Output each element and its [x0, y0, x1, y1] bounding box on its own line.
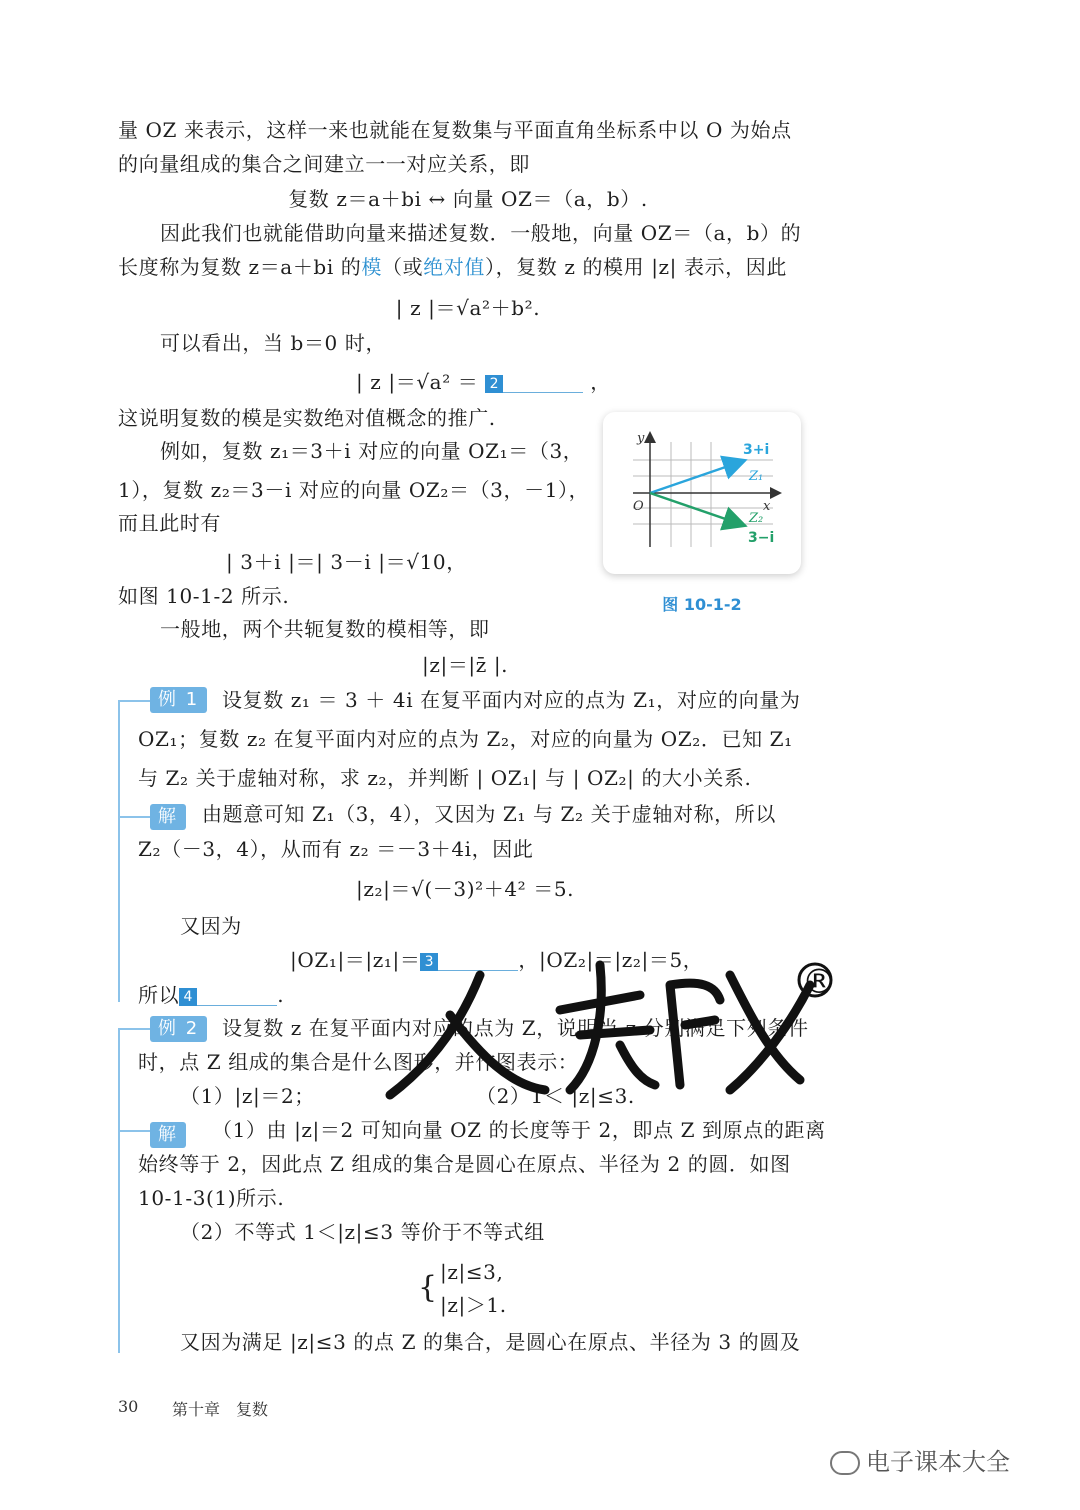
text-line: 而且此时有: [118, 511, 221, 535]
page-number: 30: [118, 1397, 139, 1416]
formula-line: 复数 z＝a＋bi ↔ 向量 OZ＝（a，b）.: [288, 187, 648, 211]
text-line: 例如，复数 z₁＝3＋i 对应的向量 OZ₁＝（3，: [160, 439, 584, 463]
text-line: （2）不等式 1＜|z|≤3 等价于不等式组: [180, 1220, 545, 1244]
text-segment: 所以: [138, 983, 180, 1007]
registered-mark: ®: [802, 962, 836, 1002]
z1-value-label: 3+i: [743, 442, 770, 458]
z1-point-label: Z₁: [749, 469, 764, 484]
text-segment: ），复数 z 的模用 |z| 表示，因此: [485, 255, 787, 279]
formula-text: | z |＝√a² ＝: [356, 370, 479, 394]
text-line: 时，点 Z 组成的集合是什么图形，并作图表示：: [138, 1050, 579, 1074]
z2-point-label: Z₂: [749, 511, 764, 526]
brand-name: 电子课本大全: [866, 1448, 1010, 1476]
blank-marker: 3: [420, 953, 438, 971]
brace: {: [418, 1270, 438, 1305]
example-bracket: [118, 1028, 152, 1030]
text-line: 一般地，两个共轭复数的模相等，即: [160, 617, 490, 641]
figure-complex-plane: [603, 412, 801, 574]
example-2-tag: 例 2: [150, 1016, 207, 1042]
text-line: 可以看出，当 b＝0 时，: [160, 331, 387, 355]
solution-2-tag: 解: [150, 1122, 186, 1148]
fill-blank[interactable]: [503, 372, 583, 393]
term-absolute-value: 绝对值: [423, 255, 485, 279]
text-segment: 长度称为复数 z＝a＋bi 的: [118, 255, 362, 279]
text-line: 10-1-3(1)所示.: [138, 1186, 285, 1210]
text-line: 1），复数 z₂＝3－i 对应的向量 OZ₂＝（3，－1），: [118, 478, 590, 502]
example-bracket: [118, 700, 152, 702]
formula-line: |z|＞1.: [440, 1293, 507, 1317]
text-line: 因此我们也就能借助向量来描述复数．一般地，向量 OZ＝（a，b）的: [160, 221, 802, 245]
text-line: 量 OZ 来表示，这样一来也就能在复数集与平面直角坐标系中以 O 为始点: [118, 118, 792, 142]
formula-text: ，|OZ₂|＝|z₂|＝5，: [518, 948, 704, 972]
text-line: 所以 4 .: [138, 983, 285, 1007]
brush-stroke: [670, 975, 810, 1090]
text-line: 与 Z₂ 关于虚轴对称，求 z₂，并判断 | OZ₁| 与 | OZ₂| 的大小关系.: [138, 766, 752, 790]
formula-line: |z₂|＝√(－3)²＋4² ＝5.: [356, 877, 575, 901]
solution-1-tag: 解: [150, 804, 186, 830]
figure-caption: 图 10-1-2: [662, 595, 742, 614]
fill-blank[interactable]: [197, 985, 277, 1006]
text-line: 又因为满足 |z|≤3 的点 Z 的集合，是圆心在原点、半径为 3 的圆及: [180, 1330, 801, 1354]
blank-marker: 2: [485, 375, 503, 393]
text-line: 这说明复数的模是实数绝对值概念的推广.: [118, 406, 496, 430]
origin-label: O: [633, 499, 644, 514]
blank-marker: 4: [179, 988, 197, 1006]
text-line: 设复数 z₁ ＝ 3 ＋ 4i 在复平面内对应的点为 Z₁，对应的向量为: [222, 688, 801, 712]
text-line: 设复数 z 在复平面内对应的点为 Z，说明当 z 分别满足下列条件: [222, 1016, 809, 1040]
text-line: OZ₁；复数 z₂ 在复平面内对应的点为 Z₂，对应的向量为 OZ₂．已知 Z₁: [138, 727, 793, 751]
y-label: y: [637, 431, 645, 446]
formula-line: |z|＝|z̄ |.: [422, 653, 509, 677]
vector-oz2: [650, 493, 743, 525]
text-line: 由题意可知 Z₁（3，4），又因为 Z₁ 与 Z₂ 关于虚轴对称，所以: [202, 802, 776, 826]
formula-line: |z|≤3,: [440, 1260, 504, 1284]
text-line: （1）|z|＝2；: [180, 1084, 315, 1108]
x-label: x: [763, 499, 771, 514]
example-bracket: [118, 1028, 120, 1353]
formula-line: | z |＝√a² ＝ 2 ，: [356, 370, 611, 394]
text-line: [118, 253, 787, 281]
brand-label: [830, 1442, 1010, 1477]
text-line: （2）1＜ |z|≤3.: [476, 1084, 635, 1108]
brush-stroke: [560, 965, 655, 1090]
watermark-logo: [370, 955, 840, 1105]
term-modulus: 模: [361, 255, 382, 279]
text-line: 又因为: [180, 914, 242, 938]
text-line: 的向量组成的集合之间建立一一对应关系，即: [118, 152, 530, 176]
example-bracket: [118, 816, 152, 818]
text-line: （1）由 |z|＝2 可知向量 OZ 的长度等于 2，即点 Z 到原点的距离: [212, 1118, 826, 1142]
chapter-title: 第十章 复数: [172, 1400, 269, 1419]
text-line: 始终等于 2，因此点 Z 组成的集合是圆心在原点、半径为 2 的圆．如图: [138, 1152, 791, 1176]
text-line: Z₂（－3，4），从而有 z₂ ＝－3＋4i，因此: [138, 837, 534, 861]
brush-stroke: [390, 975, 545, 1095]
vector-diagram: [603, 412, 801, 574]
formula-line: | 3＋i |＝| 3－i |＝√10，: [226, 550, 467, 574]
text-segment: （或: [381, 255, 424, 279]
chat-icon: [830, 1451, 860, 1475]
vector-oz1: [650, 461, 743, 493]
example-1-tag: 例 1: [150, 687, 207, 713]
z2-value-label: 3−i: [748, 530, 775, 546]
example-bracket: [118, 1130, 152, 1132]
formula-line: | z |＝√a²＋b².: [395, 296, 541, 320]
formula-text: |OZ₁|＝|z₁|＝: [290, 948, 421, 972]
text-line: 如图 10-1-2 所示.: [118, 584, 290, 608]
example-bracket: [118, 700, 120, 1002]
